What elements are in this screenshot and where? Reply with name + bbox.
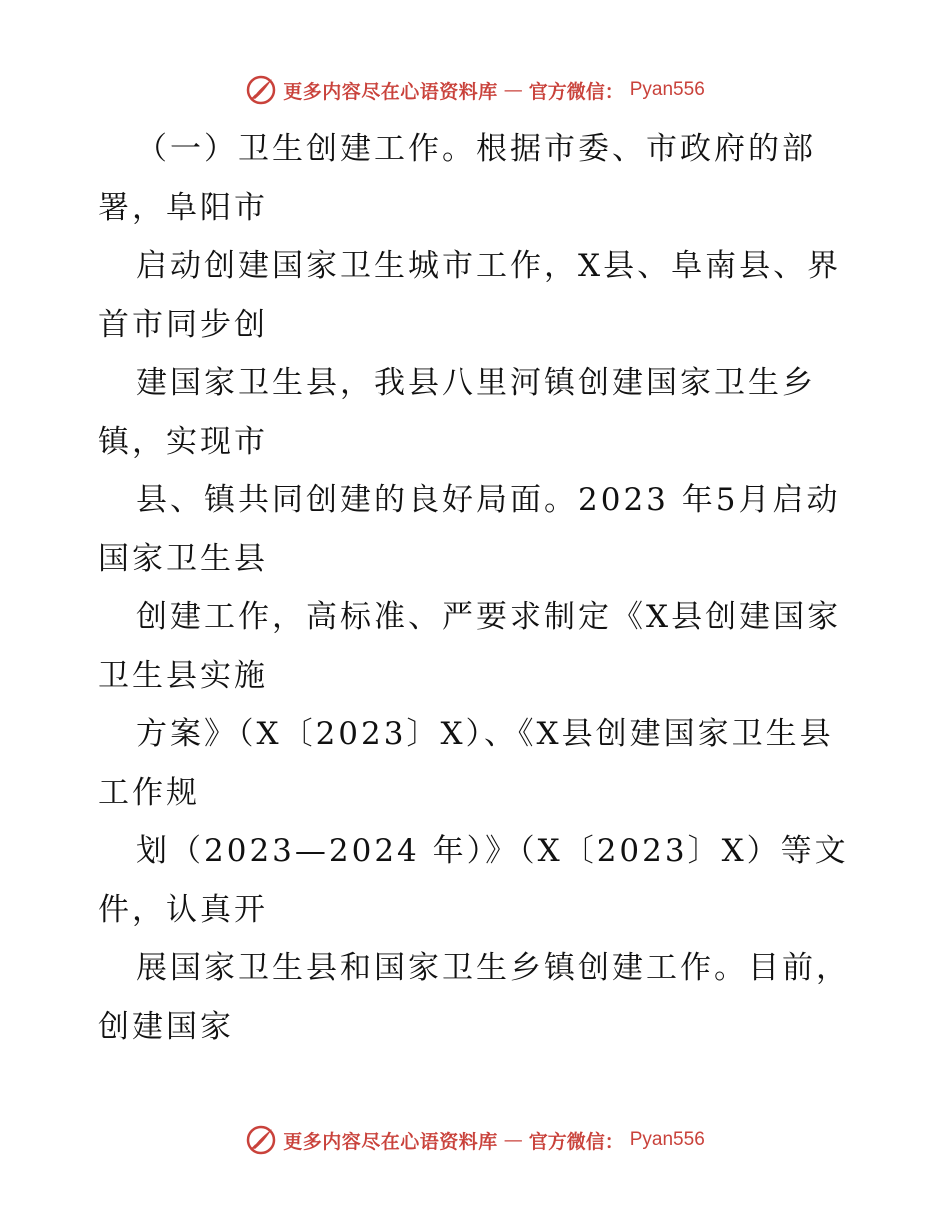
paragraph-line: 方案》（X〔2023〕X）、《X县创建国家卫生县: [136, 716, 834, 752]
paragraph: [98, 588, 858, 705]
paragraph-line: 创建国家: [98, 1008, 234, 1045]
watermark-site-text: 更多内容尽在心语资料库: [283, 1130, 498, 1153]
paragraph-line: 创建工作，高标准、严要求制定《X县创建国家: [136, 599, 842, 635]
quill-logo-icon: [245, 74, 277, 106]
paragraph-line: 卫生县实施: [98, 657, 268, 694]
paragraph-line: 国家卫生县: [98, 540, 268, 577]
paragraph-line: 建国家卫生县，我县八里河镇创建国家卫生乡: [136, 365, 816, 401]
footer-watermark: [0, 1120, 950, 1160]
paragraph-line: （一）卫生创建工作。根据市委、市政府的部: [136, 131, 816, 167]
watermark-official-text: 官方微信：: [528, 80, 624, 103]
watermark-wechat-id: Pyan556: [629, 79, 705, 100]
paragraph: [98, 237, 858, 354]
paragraph-line: 工作规: [98, 774, 200, 811]
watermark-wechat-id: Pyan556: [629, 1129, 705, 1150]
paragraph-line: 启动创建国家卫生城市工作，X县、阜南县、界: [136, 248, 842, 284]
watermark-official-text: 官方微信：: [528, 1130, 624, 1153]
paragraph-line: 展国家卫生县和国家卫生乡镇创建工作。目前，: [136, 950, 850, 986]
paragraph-line: 件，认真开: [98, 891, 268, 928]
paragraph-line: 县、镇共同创建的良好局面。2023 年5月启动: [136, 482, 841, 518]
paragraph: [98, 705, 858, 822]
paragraph-line: 首市同步创: [98, 306, 268, 343]
paragraph-line: 镇，实现市: [98, 423, 268, 460]
paragraph-line: 署，阜阳市: [98, 189, 268, 226]
quill-logo-icon: [245, 1124, 277, 1156]
header-watermark: [0, 70, 950, 110]
watermark-site-text: 更多内容尽在心语资料库: [283, 80, 498, 103]
paragraph: [98, 822, 858, 939]
paragraph: [98, 939, 858, 1056]
paragraph: [98, 471, 858, 588]
watermark-dash: —: [503, 79, 523, 101]
paragraph: [98, 120, 858, 237]
watermark-dash: —: [503, 1129, 523, 1151]
document-body: [98, 120, 858, 1056]
paragraph-line: 划（2023—2024 年）》（X〔2023〕X）等文: [136, 833, 849, 869]
paragraph: [98, 354, 858, 471]
